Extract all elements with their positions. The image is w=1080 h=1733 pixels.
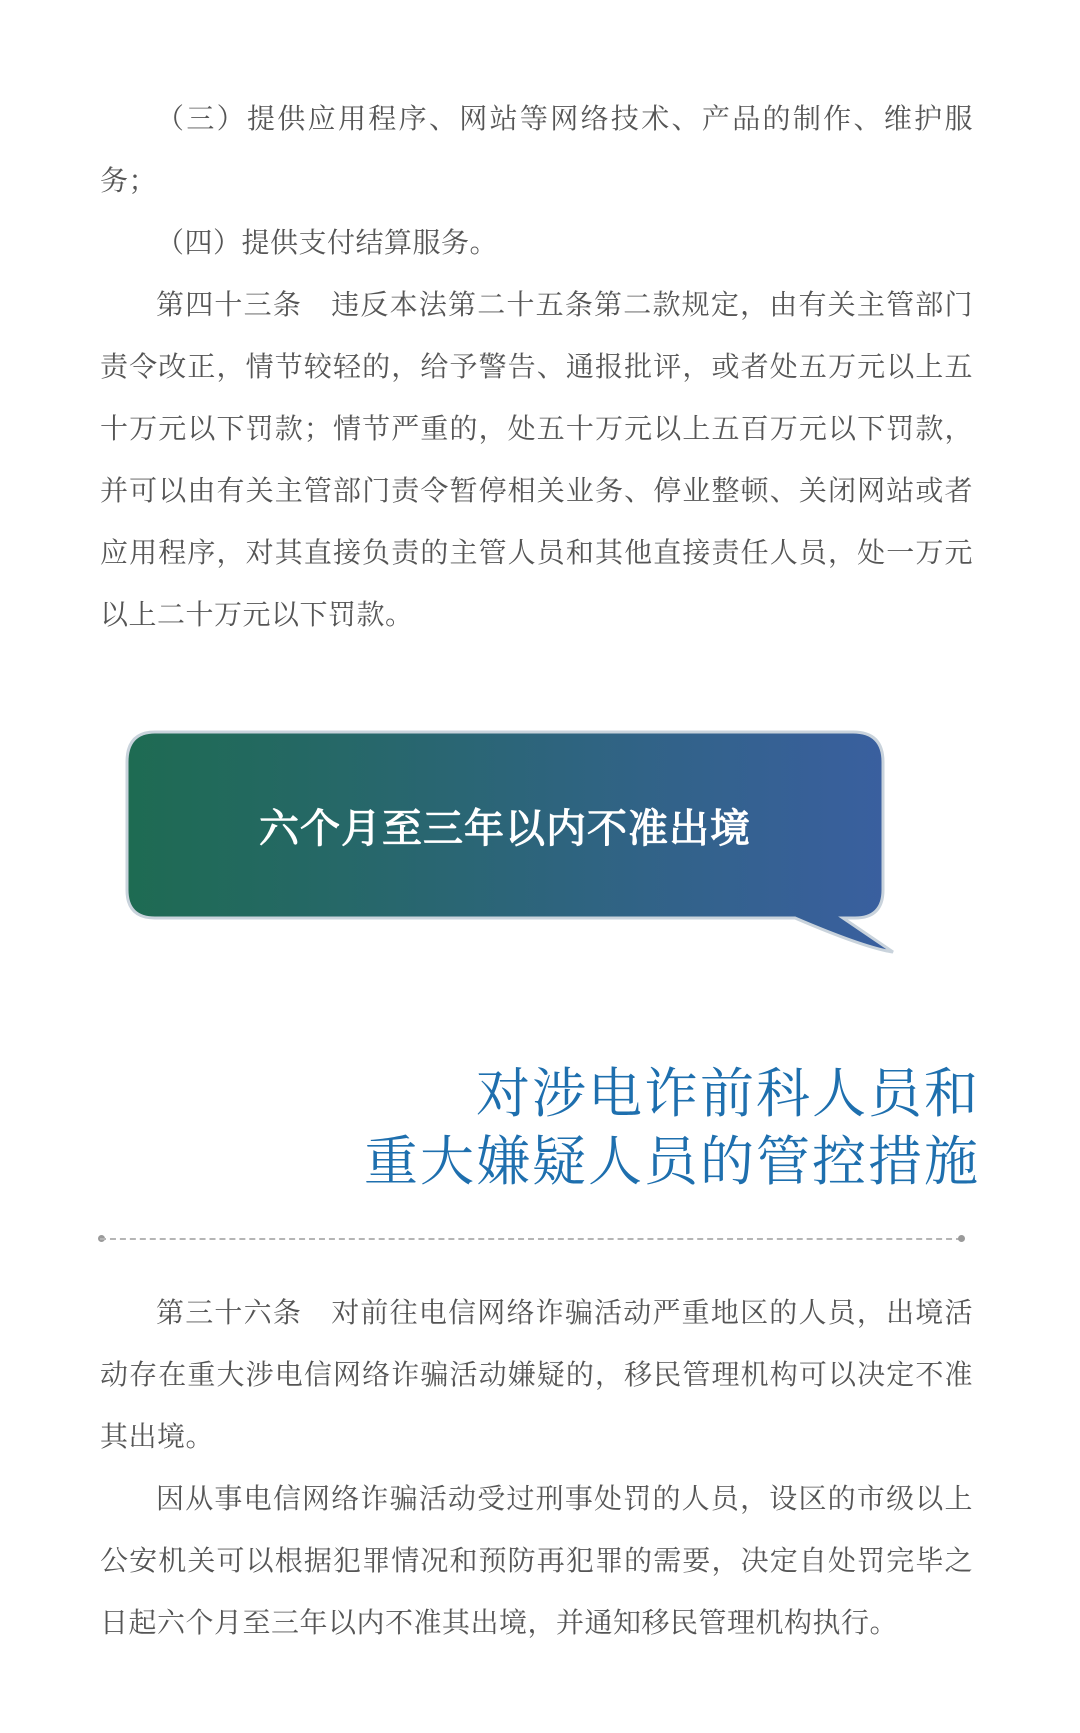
article-36-paragraph-1: 第三十六条 对前往电信网络诈骗活动严重地区的人员，出境活动存在重大涉电信网络诈骗活动嫌疑的，移民管理机构可以决定不准其出境。: [100, 1296, 973, 1453]
article-36-paragraph-2: 因从事电信网络诈骗活动受过刑事处罚的人员，设区的市级以上公安机关可以根据犯罪情况和预防再犯罪的需要，决定自处罚完毕之日起六个月至三年以内不准其出境，并通知移民管理机构执行。: [100, 1482, 973, 1639]
callout-bubble: [125, 730, 945, 970]
list-item-three: （三）提供应用程序、网站等网络技术、产品的制作、维护服务；: [100, 102, 973, 197]
bottom-text-block: [100, 1282, 973, 1654]
section-heading-line1: 对涉电诈前科人员和: [476, 1062, 980, 1125]
divider-right-dot: [958, 1235, 965, 1242]
section-heading-line2: 重大嫌疑人员的管控措施: [364, 1130, 980, 1193]
callout-text: 六个月至三年以内不准出境: [259, 805, 751, 852]
list-item-four: （四）提供支付结算服务。: [156, 226, 499, 259]
top-text-block: [100, 88, 973, 646]
article-43-paragraph: 第四十三条 违反本法第二十五条第二款规定，由有关主管部门责令改正，情节较轻的，给予警告、通报批评，或者处五万元以上五十万元以下罚款；情节严重的，处五十万元以上五百万元以下罚款，并可以由有关主管部门责令暂停相关业务、停业整顿、关闭网站或者应用程序，对其直接负责的主管人员和其他直接责任人员，处一万元以上二十万元以下罚款。: [100, 288, 973, 631]
section-heading: [364, 1060, 980, 1196]
dashed-divider: [100, 1238, 962, 1240]
